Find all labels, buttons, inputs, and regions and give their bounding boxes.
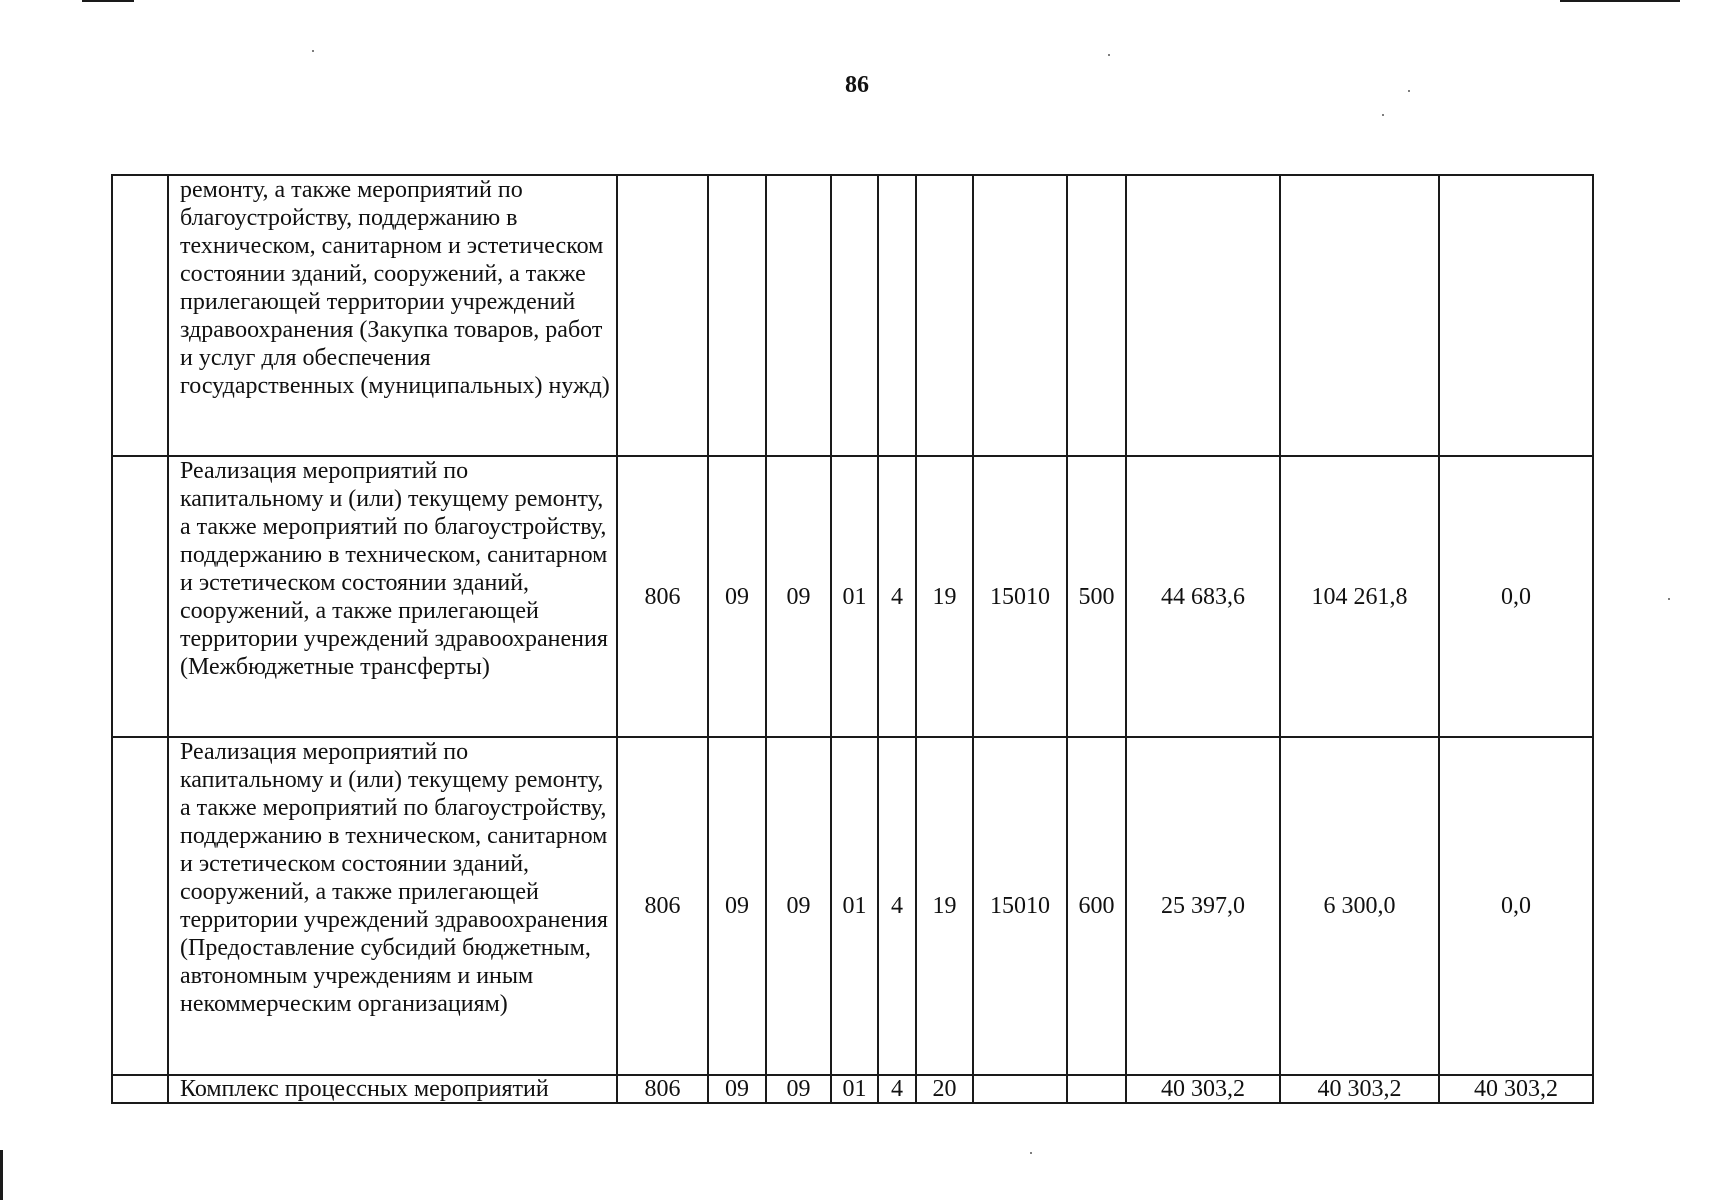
target-article-part1-cell [831,175,878,456]
target-article-part1-cell: 01 [831,737,878,1075]
section-cell [708,175,766,456]
target-article-part2-cell: 4 [878,1075,916,1103]
target-article-part2-cell: 4 [878,456,916,737]
target-article-part4-cell [973,175,1067,456]
budget-table [111,174,1594,1104]
target-article-part3-cell: 20 [916,1075,973,1103]
row-number-cell [112,737,168,1075]
grbs-cell: 806 [617,1075,708,1103]
description-cell: Комплекс процессных мероприятий [168,1075,617,1103]
expense-type-cell [1067,1075,1126,1103]
expense-type-cell: 600 [1067,737,1126,1075]
scan-artifact-top-left [82,0,134,2]
table-row [112,456,1593,737]
amount-year1-cell [1126,175,1280,456]
target-article-part4-cell: 15010 [973,456,1067,737]
amount-year3-cell: 40 303,2 [1439,1075,1593,1103]
subsection-cell: 09 [766,737,831,1075]
target-article-part1-cell: 01 [831,1075,878,1103]
target-article-part2-cell [878,175,916,456]
description-cell: ремонту, а также мероприятий по благоустройству, поддержанию в техническом, санитарном и эстетическом состоянии зданий, сооружений, а также прилегающей территории учреждений здравоохранения (Закупка товаров, работ и услуг для обеспечения государственных (муниципальных) нужд) [168,175,617,456]
grbs-cell: 806 [617,737,708,1075]
scan-artifact-top-right [1560,0,1680,2]
target-article-part3-cell [916,175,973,456]
speck [1108,54,1110,56]
section-cell: 09 [708,1075,766,1103]
amount-year2-cell: 104 261,8 [1280,456,1439,737]
target-article-part4-cell [973,1075,1067,1103]
amount-year2-cell [1280,175,1439,456]
table-row [112,737,1593,1075]
subsection-cell: 09 [766,1075,831,1103]
table-row [112,175,1593,456]
speck [1382,114,1384,116]
target-article-part2-cell: 4 [878,737,916,1075]
row-number-cell [112,175,168,456]
target-article-part4-cell: 15010 [973,737,1067,1075]
description-cell: Реализация мероприятий по капитальному и (или) текущему ремонту, а также мероприятий по благоустройству, поддержанию в техническом, санитарном и эстетическом состоянии зданий, сооружений, а также прилегающей территории учреждений здравоохранения (Предоставление субсидий бюджетным, автономным учреждениям и иным некоммерческим организациям) [168,737,617,1075]
section-cell: 09 [708,737,766,1075]
speck [1668,598,1670,600]
row-number-cell [112,456,168,737]
description-cell: Реализация мероприятий по капитальному и (или) текущему ремонту, а также мероприятий по благоустройству, поддержанию в техническом, санитарном и эстетическом состоянии зданий, сооружений, а также прилегающей территории учреждений здравоохранения (Межбюджетные трансферты) [168,456,617,737]
target-article-part3-cell: 19 [916,737,973,1075]
amount-year1-cell: 40 303,2 [1126,1075,1280,1103]
row-number-cell [112,1075,168,1103]
subsection-cell [766,175,831,456]
amount-year1-cell: 44 683,6 [1126,456,1280,737]
target-article-part1-cell: 01 [831,456,878,737]
table-row [112,1075,1593,1103]
expense-type-cell: 500 [1067,456,1126,737]
amount-year1-cell: 25 397,0 [1126,737,1280,1075]
amount-year2-cell: 6 300,0 [1280,737,1439,1075]
amount-year3-cell [1439,175,1593,456]
subsection-cell: 09 [766,456,831,737]
expense-type-cell [1067,175,1126,456]
grbs-cell: 806 [617,456,708,737]
scan-artifact-left-edge [0,1150,3,1200]
amount-year3-cell: 0,0 [1439,737,1593,1075]
amount-year3-cell: 0,0 [1439,456,1593,737]
page-number: 86 [845,72,869,98]
amount-year2-cell: 40 303,2 [1280,1075,1439,1103]
section-cell: 09 [708,456,766,737]
speck [312,50,314,52]
grbs-cell [617,175,708,456]
target-article-part3-cell: 19 [916,456,973,737]
speck [1030,1152,1032,1154]
